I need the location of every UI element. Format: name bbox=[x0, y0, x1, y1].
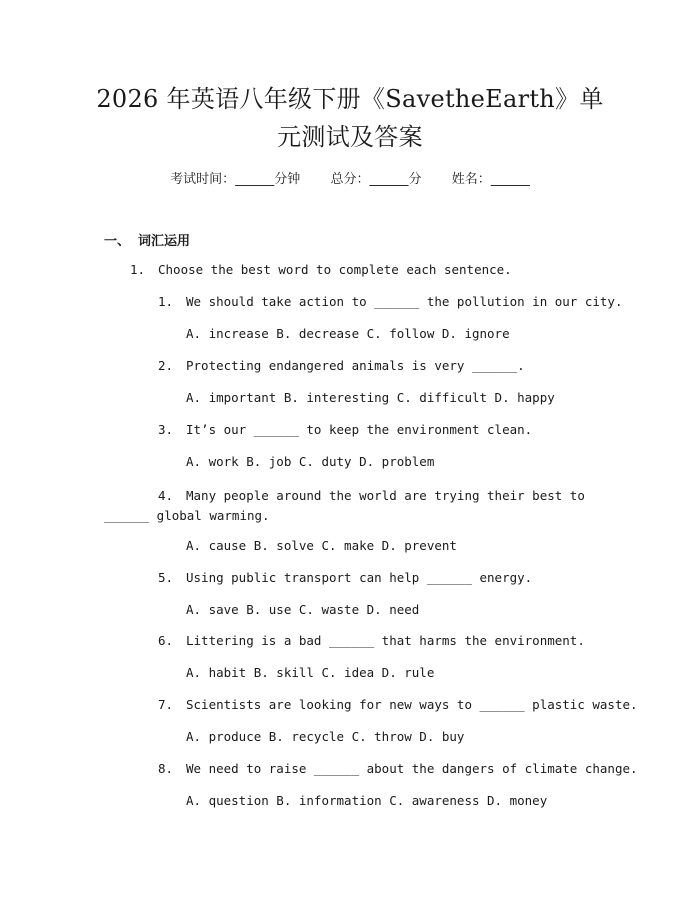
answer-options: A. increase B. decrease C. follow D. ignore bbox=[186, 326, 510, 341]
question-number: 8. bbox=[158, 761, 174, 776]
answer-options: A. cause B. solve C. make D. prevent bbox=[186, 538, 457, 553]
question bbox=[158, 697, 638, 712]
exam-time-label: 考试时间： bbox=[170, 172, 236, 187]
question bbox=[158, 422, 532, 437]
question-number: 1. bbox=[158, 294, 174, 309]
total-score-label: 总分： bbox=[330, 172, 370, 187]
question-number: 6. bbox=[158, 633, 174, 648]
question-number: 7. bbox=[158, 697, 174, 712]
exam-info bbox=[0, 168, 700, 187]
question-text: It’s our ______ to keep the environment clean. bbox=[186, 422, 533, 437]
question-text: Littering is a bad ______ that harms the environment. bbox=[186, 633, 585, 648]
exam-time-unit: 分钟 bbox=[274, 172, 301, 187]
exam-time-blank: ______ bbox=[235, 172, 275, 187]
answer-options: A. save B. use C. waste D. need bbox=[186, 602, 420, 617]
question-text: Many people around the world are trying their best to ______ global warming. bbox=[104, 488, 585, 523]
document-title bbox=[60, 80, 640, 156]
question-text: We need to raise ______ about the dangers of climate change. bbox=[186, 761, 638, 776]
question bbox=[158, 633, 585, 648]
question bbox=[158, 294, 623, 309]
title-line-1: 2026 年英语八年级下册《SavetheEarth》单 bbox=[96, 85, 604, 113]
section-number: 一、 bbox=[104, 234, 131, 249]
part-instruction bbox=[130, 262, 512, 277]
question bbox=[158, 570, 532, 585]
section-heading bbox=[104, 230, 190, 249]
question-text: Protecting endangered animals is very ______. bbox=[186, 358, 525, 373]
question-number: 3. bbox=[158, 422, 174, 437]
question-text: Using public transport can help ______ energy. bbox=[186, 570, 533, 585]
question-number: 4. bbox=[158, 488, 174, 503]
total-score-unit: 分 bbox=[408, 172, 422, 187]
part-number: 1. bbox=[130, 262, 146, 277]
section-title: 词汇运用 bbox=[138, 234, 191, 249]
title-line-2: 元测试及答案 bbox=[277, 123, 423, 151]
question bbox=[158, 358, 525, 373]
name-label: 姓名： bbox=[451, 172, 491, 187]
question-text: We should take action to ______ the pollution in our city. bbox=[186, 294, 623, 309]
part-text: Choose the best word to complete each sentence. bbox=[158, 262, 512, 277]
answer-options: A. produce B. recycle C. throw D. buy bbox=[186, 729, 465, 744]
answer-options: A. work B. job C. duty D. problem bbox=[186, 454, 435, 469]
question bbox=[158, 761, 638, 776]
question-number: 5. bbox=[158, 570, 174, 585]
question bbox=[104, 486, 602, 526]
question-text: Scientists are looking for new ways to ______ plastic waste. bbox=[186, 697, 638, 712]
question-number: 2. bbox=[158, 358, 174, 373]
answer-options: A. habit B. skill C. idea D. rule bbox=[186, 665, 435, 680]
name-blank: ______ bbox=[490, 172, 530, 187]
answer-options: A. question B. information C. awareness D. money bbox=[186, 793, 548, 808]
answer-options: A. important B. interesting C. difficult D. happy bbox=[186, 390, 555, 405]
total-score-blank: ______ bbox=[369, 172, 409, 187]
